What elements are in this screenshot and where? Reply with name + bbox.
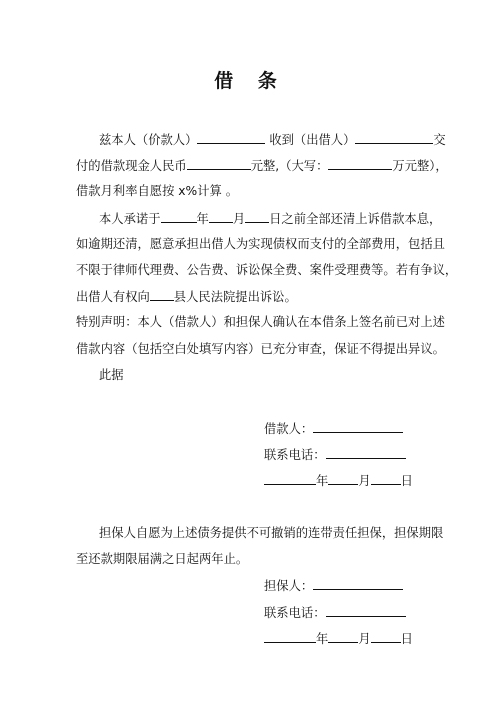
- promise-intro-text: 本人承诺于: [99, 212, 161, 226]
- guarantor-signature-row: [264, 577, 403, 594]
- guarantee-line-1: 担保人自愿为上述债务提供不可撤销的连带责任担保，担保期限: [99, 526, 444, 540]
- court-end-text: 县人民法院提出诉讼。: [173, 290, 297, 304]
- document-title: 借 条: [214, 70, 286, 92]
- borrower-month-blank[interactable]: [328, 472, 358, 485]
- guarantor-month-blank[interactable]: [328, 630, 358, 643]
- borrower-intro-text: 兹本人（价款人）: [99, 133, 198, 147]
- amount-end-text: 万元整），: [392, 159, 448, 173]
- amount-intro-text: 付的借款现金人民币: [76, 159, 187, 173]
- guarantor-phone-row: [264, 604, 406, 621]
- court-intro-text: 出借人有权向: [76, 290, 150, 304]
- body-line-4: [99, 210, 441, 227]
- borrower-name-blank[interactable]: [197, 131, 265, 144]
- borrower-day-text: 日: [400, 474, 413, 488]
- body-line-2: [76, 157, 448, 174]
- guarantor-phone-blank[interactable]: [326, 604, 406, 617]
- repay-year-text: 年: [196, 212, 209, 226]
- borrower-signature-row: [264, 420, 403, 437]
- amount-capital-text: 元整,（大写：: [250, 159, 329, 173]
- amount-capital-blank[interactable]: [328, 157, 392, 170]
- borrower-date-row: [264, 472, 413, 489]
- borrower-phone-label: 联系电话：: [264, 448, 326, 462]
- body-line-3: 借款月利率自愿按 x%计算 。: [76, 184, 239, 198]
- body-line-1: [99, 131, 446, 148]
- guarantee-line-2: 至还款期限届满之日起两年止。: [76, 552, 249, 566]
- borrower-year-text: 年: [316, 474, 329, 488]
- borrower-label: 借款人：: [264, 422, 314, 436]
- special-statement-line-1: 特别声明：本人（借款人）和担保人确认在本借条上签名前已对上述: [76, 315, 445, 329]
- repay-month-text: 月: [232, 212, 246, 226]
- guarantor-year-blank[interactable]: [264, 630, 316, 643]
- repay-day-blank[interactable]: [245, 210, 269, 223]
- guarantor-year-text: 年: [316, 632, 329, 646]
- borrower-day-blank[interactable]: [371, 472, 401, 485]
- special-statement-line-2: 借款内容（包括空白处填写内容）已充分审查，保证不得提出异议。: [76, 342, 445, 356]
- line-end-text: 交: [433, 133, 446, 147]
- court-county-blank[interactable]: [150, 288, 174, 301]
- guarantor-day-blank[interactable]: [371, 630, 401, 643]
- borrower-month-text: 月: [358, 474, 371, 488]
- borrower-phone-blank[interactable]: [326, 446, 406, 459]
- repay-month-blank[interactable]: [209, 210, 233, 223]
- guarantor-day-text: 日: [400, 632, 413, 646]
- guarantor-phone-label: 联系电话：: [264, 606, 326, 620]
- guarantor-signature-blank[interactable]: [313, 577, 403, 590]
- repay-day-text: 日之前全部还清上诉借款本息，: [269, 212, 442, 226]
- closing-text: 此据: [99, 368, 124, 382]
- borrower-year-blank[interactable]: [264, 472, 316, 485]
- guarantor-label: 担保人：: [264, 579, 314, 593]
- body-line-5: 如逾期还清，愿意承担出借人为实现债权而支付的全部费用，包括且: [76, 237, 445, 251]
- borrower-signature-blank[interactable]: [313, 420, 403, 433]
- repay-year-blank[interactable]: [161, 210, 197, 223]
- amount-blank[interactable]: [187, 157, 251, 170]
- body-line-7: [76, 288, 297, 305]
- guarantor-date-row: [264, 630, 413, 647]
- lender-intro-text: 收到（出借人）: [269, 133, 356, 147]
- guarantor-month-text: 月: [358, 632, 371, 646]
- lender-name-blank[interactable]: [355, 131, 433, 144]
- borrower-phone-row: [264, 446, 406, 463]
- body-line-6: 不限于律师代理费、公告费、诉讼保全费、案件受理费等。若有争议，: [76, 263, 458, 277]
